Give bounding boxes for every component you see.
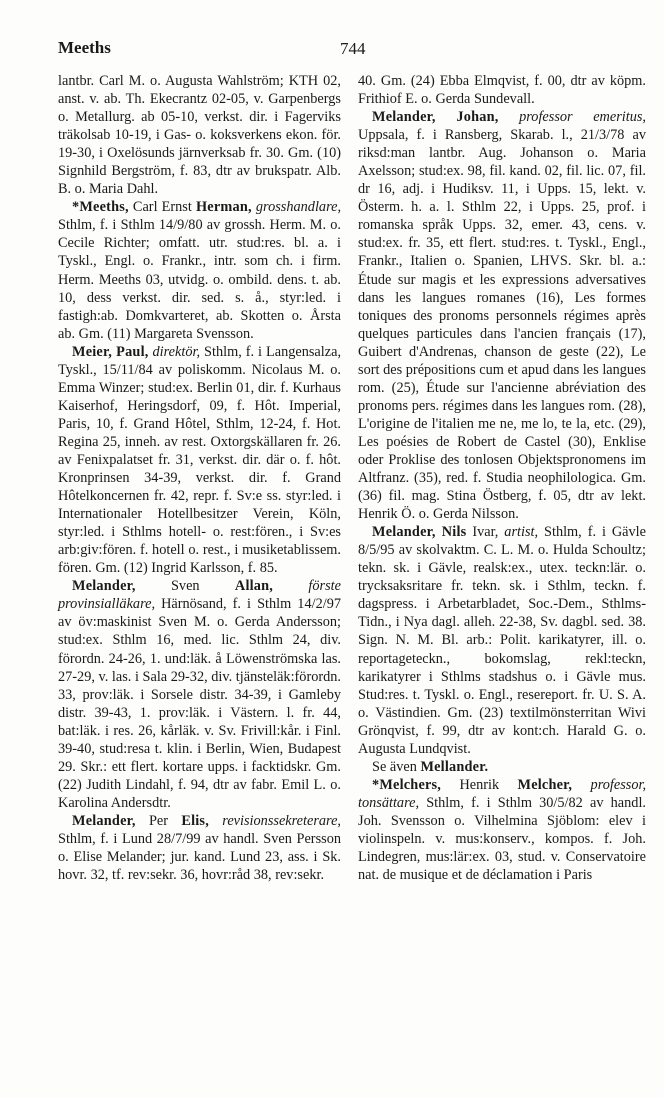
entry-name: *Melchers, (372, 776, 442, 793)
entry-title: professor, tonsättare, (358, 776, 647, 811)
entry-text: Härnösand, f. i Sthlm 14/2/97 av öv:maskinist Sven M. o. Gerda Andersson; stud:ex. Sthlm 16, med. lic. Sthlm 24, div. förordn. 24-26, 1. und:läk. å Löwenströmska las. 27-29, v. las. i Sala 29-32, div. tjänsteläk:förordn. 33, prov:läk. i Sorsele distr. 34-39, i Gamleby distr. 39-43, 1. prov:läk. i Västern. l. fr. 44, bat:läk. i res. 26, kårläk. v. Sv. Frivill:kår. i Finl. 39-40, stud:resa t. klin. i Berlin, Wien, Budapest 29. Skr.: ett flert. kortare upps. i facktidskr. Gm. (22) Judith Lindahl, f. 94, dtr av fabr. Emil L. o. Karolina Andersdtr. (58, 596, 341, 811)
entry-name: Melander, Johan, (372, 109, 499, 126)
entry-given-names: Per (148, 812, 169, 829)
running-head (58, 38, 634, 60)
entry-given-names: Henrik (459, 776, 500, 793)
entry-title: revisionssekreterare, (222, 812, 342, 829)
entry-given-names: Sven (170, 578, 200, 595)
page-number: 744 (340, 39, 366, 58)
entry-title: professor emeritus, (519, 109, 647, 126)
cross-reference-target: Mellander. (420, 758, 489, 775)
entry-name: Melander, (72, 812, 136, 829)
entry-continuation (358, 72, 646, 108)
entry-text: Sthlm, f. i Sthlm 14/9/80 av grossh. Herm. M. o. Cecile Richter; omfatt. utr. stud:res. bl. a. i Tyskl., Engl. o. Frankr., intr. som ch. i firm. Herm. Meeths 03, utvidg. o. ombild. dens. t. ab. 10, dess verkst. dir. sed. s. å., styr:led. i fastigh:ab. Domkvarteret, ab. Skotten o. Årsta ab. Gm. (11) Margareta Svensson. (58, 217, 341, 342)
right-column (358, 72, 646, 884)
entry-main-given-name: Allan, (234, 578, 274, 595)
entry-text: Sthlm, f. i Lund 28/7/99 av handl. Sven Persson o. Elise Melander; jur. kand. Lund 23, ass. i Sk. hovr. 32, tf. rev:sekr. 36, hovr:råd 38, rev:sekr. (58, 830, 341, 884)
entry-main-given-name: Herman, (195, 199, 252, 216)
entry-name: Meier, Paul, (72, 343, 149, 360)
entry-melander-nils (358, 523, 646, 758)
entry-continuation (58, 72, 341, 198)
entry-title: direktör, (152, 343, 201, 360)
entry-main-given-name: Elis, (181, 812, 209, 829)
entry-text: Sthlm, f. i Sthlm 30/5/82 av handl. Joh. Svensson o. Vilhelmina Sjöblom: elev i violinspeln. v. mus:konserv., kompos. f. Joh. Lindegren, mus:lär:ex. 03, stud. v. Conservatoire nat. de musique et de déclamation i Paris (358, 794, 646, 884)
cross-reference (358, 758, 646, 776)
entry-title: förste provinsialläkare, (58, 578, 341, 613)
entry-given-names: Ivar, (472, 524, 499, 541)
entry-meeths-herman (58, 198, 341, 342)
entry-title: grosshandlare, (255, 199, 342, 216)
head-word: Meeths (58, 38, 111, 57)
entry-meier-paul (58, 343, 341, 578)
cross-reference-text: Se även (372, 758, 417, 775)
entry-melander-allan (58, 577, 341, 812)
entry-text: Sthlm, f. i Gävle 8/5/95 av skolvaktm. C. L. M. o. Hulda Schoultz; tekn. sk. i Gävle, realsk:ex., utex. teckn:lär. o. trycksaksritare fr. tekn. sk. i Sthlm, teckn. f. dagspress. i Arbetarbladet, Soc.-Dem., Sthlms-Tidn., i Nya dagl. alleh. 22-38, Sv. dagbl. sed. 38. Sign. N. M. Bl. arb.: Polit. karikatyrer, ill. o. reportageteckn., bokomslag, rekl:teckn, karikatyrer i Sthlms stadshus o. i Gävle mus. Stud:res. t. Tyskl. o. Engl., resereport. fr. U. S. A. o. Västindien. Gm. (23) textilmönsterritan Wivi Grönqvist, f. 99, dtr av kont:ch. Harald G. o. Augusta Lundqvist. (358, 524, 646, 757)
entry-name: Melander, Nils (372, 524, 467, 541)
entry-name: *Meeths, (72, 199, 129, 216)
entry-melchers-melcher (358, 776, 646, 884)
entry-title: artist, (504, 524, 539, 541)
entry-text: Uppsala, f. i Ransberg, Skarab. l., 21/3/78 av riksd:man lantbr. Aug. Johanson o. Maria Axelsson; stud:ex. 98, fil. kand. 02, fil. lic. 07, fil. dr 16, adj. i Hudiksv. 11, i Upps. 15, lekt. v. Österm. h. a. l. Sthlm 22, i Upps. 25, prof. i romanska språk Upps. 32, emer. 43, cens. v. stud:ex. fr. 35, ett flert. stud:res. t. Tyskl., Engl., Frankr., Italien o. Spanien, LHVS. Skr. bl. a.: Étude sur magis et les expressions adversatives dans les langues romanes (16), Les formes toniques des pronoms personnels régimes après quelques particules dans l'ancien français (17), Guibert d'Andrenas, chanson de geste (22), Le sort des prépositions cum et apud dans les langues rom. (25), Étude sur l'ancienne abréviation des pronoms pers. régimes dans les langues rom. (28), L'origine de l'italien me ne, me lo, te la, etc. (29), Les poésies de Robert de Castel (30), Enklise oder Proklise des tonlosen Objektspronomens im Altfranz. (35), red. f. Studia neophilologica. Gm. (36) fil. mag. Stina Östberg, f. 05, dtr av lekt. Henrik Ö. o. Gerda Nilsson. (358, 127, 646, 523)
entry-given-names: Carl Ernst (132, 199, 192, 216)
entry-melander-johan (358, 108, 646, 523)
entry-name: Melander, (72, 578, 136, 595)
entry-melander-elis (58, 812, 341, 884)
entry-text: 40. Gm. (24) Ebba Elmqvist, f. 00, dtr av köpm. Frithiof E. o. Gerda Sundevall. (358, 73, 646, 108)
left-column (58, 72, 341, 884)
entry-main-given-name: Melcher, (517, 776, 573, 793)
entry-text: Sthlm, f. i Langensalza, Tyskl., 15/11/84 av poliskomm. Nicolaus M. o. Emma Winzer; stud:ex. Berlin 01, dir. f. Kurhaus Kaiserhof, Heringsdorf, 09, f. Hôt. Imperial, Paris, 10, f. Grand Hôtel, Sthlm, 12-24, f. Hot. Regina 25, inneh. av rest. Oxtorgskällaren fr. 26. av Fenixpalatset fr. 31, verkst. dir. där o. f. hôt. Kronprinsen 34-39, verkst. dir. f. Grand Hôtelkoncernen fr. 42, repr. f. Sv:e ss. styr:led. i Internationaler Hotellbesitzer Verein, Köln, styr:led. i Sthlms hotell- o. rest:fören., i Sv:es arb:giv:fören. f. hotell o. rest., i musiketablissem. fören. Gm. (12) Ingrid Karlsson, f. 85. (58, 343, 342, 577)
entry-text: lantbr. Carl M. o. Augusta Wahlström; KTH 02, anst. v. ab. Th. Ekecrantz 02-05, v. Garpenbergs o. Metallurg. ab 05-10, verkst. dir. i Fagerviks träkolsab 10-19, i Gas- o. koksverkens ekon. för. 19-30, i Oxelösunds järnverksab fr. 30. Gm. (10) Signhild Bergström, f. 83, dtr av brukspatr. Alb. B. o. Maria Dahl. (58, 73, 341, 198)
